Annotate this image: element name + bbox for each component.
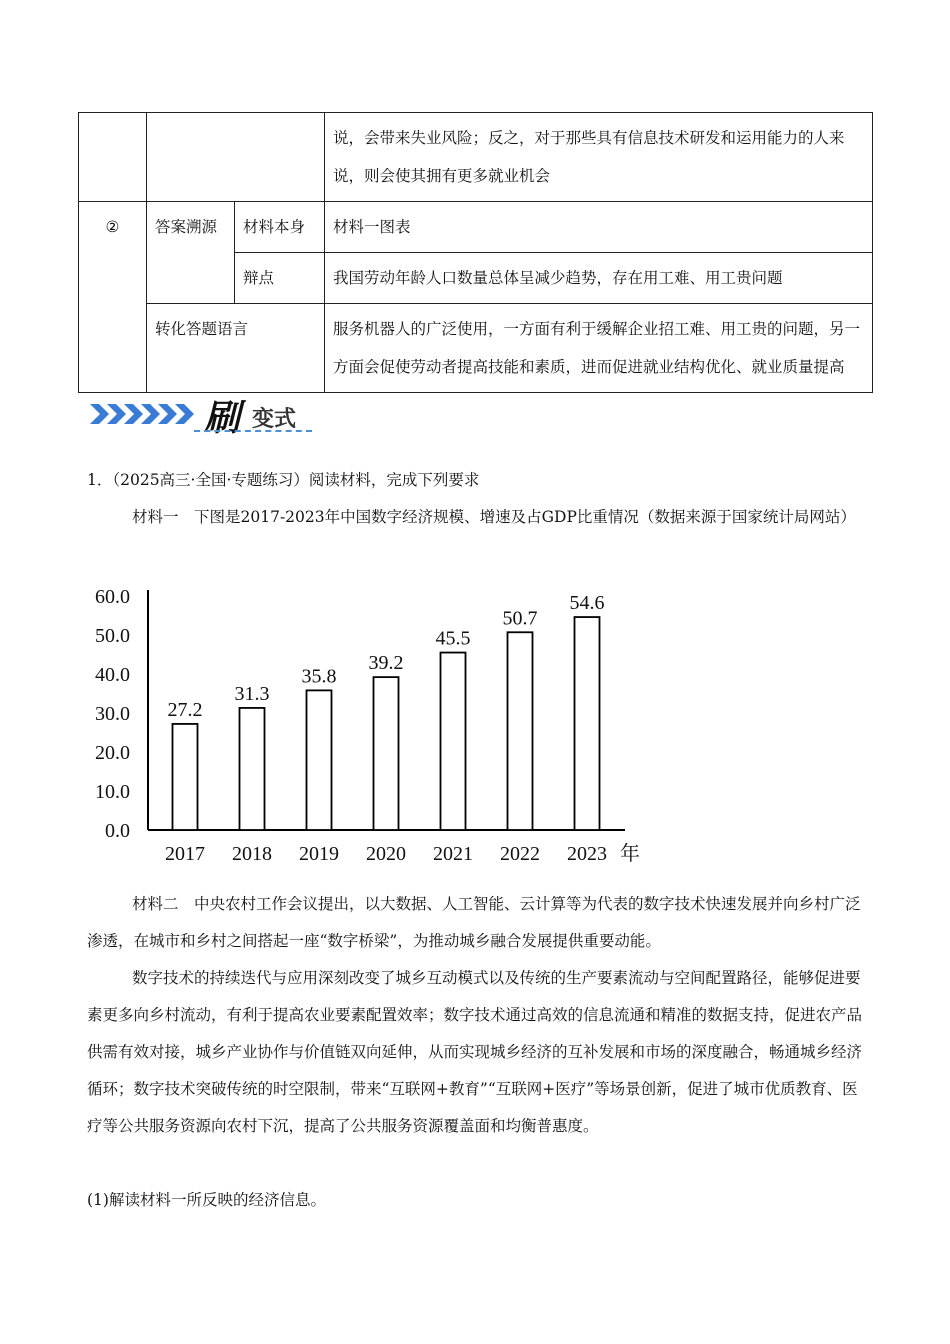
table-row: [79, 304, 873, 393]
x-tick-label: 2022: [500, 843, 540, 865]
bar-value-label: 50.7: [502, 607, 538, 630]
bar: [508, 632, 533, 830]
practice-banner: [90, 388, 320, 438]
x-tick-label: 2019: [299, 843, 339, 865]
bar: [240, 708, 265, 830]
bar: [307, 690, 332, 830]
bar-value-label: 35.8: [301, 665, 337, 688]
bar-value-label: 45.5: [435, 627, 471, 650]
material-two: 材料二 中央农村工作会议提出，以大数据、人工智能、云计算等为代表的数字技术快速发展并向乡村广泛渗透，在城市和乡村之间搭起一座“数字桥梁”，为推动城乡融合发展提供重要动能。: [87, 895, 861, 950]
bar: [374, 677, 399, 830]
bar-value-label: 27.2: [167, 698, 203, 721]
material-one: 材料一 下图是2017-2023年中国数字经济规模、增速及占GDP比重情况（数据来源于国家统计局网站）: [132, 508, 856, 526]
x-tick-label: 2017: [165, 843, 205, 865]
point-label: 辩点: [235, 253, 325, 304]
bar: [441, 653, 466, 830]
material-value: 材料一图表: [325, 202, 873, 253]
sub-question-1: (1)解读材料一所反映的经济信息。: [87, 1191, 326, 1209]
y-tick-label: 30.0: [95, 703, 130, 725]
answer-table: [78, 112, 873, 393]
x-tick-label: 2020: [366, 843, 406, 865]
y-tick-label: 10.0: [95, 781, 130, 803]
bar: [575, 617, 600, 830]
banner-char: 刷: [204, 398, 241, 439]
table-cell: [79, 113, 147, 202]
x-tick-label: 2018: [232, 843, 272, 865]
y-tick-label: 0.0: [105, 820, 130, 842]
bar-value-label: 39.2: [368, 652, 404, 675]
bar-chart: [85, 578, 655, 870]
bar-value-label: 54.6: [569, 592, 605, 615]
x-tick-label: 2021: [433, 843, 473, 865]
convert-label: 转化答题语言: [147, 304, 325, 393]
source-label: 答案溯源: [147, 202, 235, 304]
banner-underline: [194, 430, 312, 432]
question-header: 1．（2025高三·全国·专题练习）阅读材料，完成下列要求: [87, 471, 480, 489]
table-row: [79, 113, 873, 202]
material-label: 材料本身: [235, 202, 325, 253]
material-two-continued: 数字技术的持续迭代与应用深刻改变了城乡互动模式以及传统的生产要素流动与空间配置路径，能够促进要素更多向乡村流动，有利于提高农业要素配置效率；数字技术通过高效的信息流通和精准的数据支持，促进农产品供需有效对接，城乡产业协作与价值链双向延伸，从而实现城乡经济的互补发展和市场的深度融合，畅通城乡经济循环；数字技术突破传统的时空限制，带来“互联网+教育”“互联网+医疗”等场景创新，促进了城市优质教育、医疗等公共服务资源向农村下沉，提高了公共服务资源覆盖面和均衡普惠度。: [87, 969, 863, 1135]
table-cell: [147, 113, 325, 202]
point-value: 我国劳动年龄人口数量总体呈减少趋势，存在用工难、用工贵问题: [325, 253, 873, 304]
y-tick-label: 50.0: [95, 625, 130, 647]
x-axis-label: 年: [620, 841, 640, 865]
y-tick-label: 60.0: [95, 586, 130, 608]
y-tick-label: 20.0: [95, 742, 130, 764]
chevrons-icon: [90, 404, 194, 424]
banner-label: 变式: [252, 407, 297, 432]
bar: [173, 724, 198, 830]
row1-text: 说，会带来失业风险；反之，对于那些具有信息技术研发和运用能力的人来说，则会使其拥有更多就业机会: [325, 113, 873, 202]
row-number: ②: [79, 202, 147, 393]
table-row: [79, 202, 873, 253]
convert-value: 服务机器人的广泛使用，一方面有利于缓解企业招工难、用工贵的问题，另一方面会促使劳动者提高技能和素质，进而促进就业结构优化、就业质量提高: [325, 304, 873, 393]
x-tick-label: 2023: [567, 843, 607, 865]
bar-value-label: 31.3: [234, 682, 270, 705]
y-tick-label: 40.0: [95, 664, 130, 686]
